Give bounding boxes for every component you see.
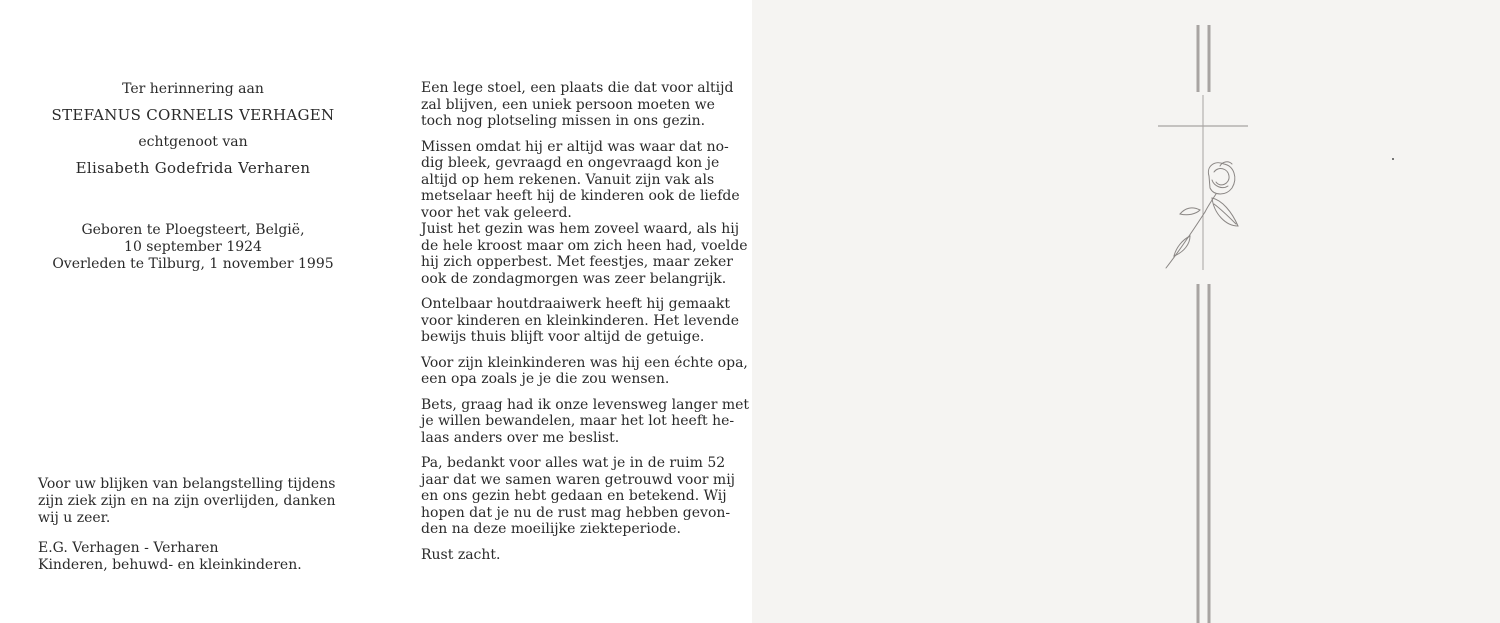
thanks-line: Voor uw blijken van belangstelling tijdens xyxy=(38,476,336,492)
text-line: bewijs thuis blijft voor altijd de getuige. xyxy=(421,329,705,345)
text-line: dig bleek, gevraagd en ongevraagd kon je xyxy=(421,155,720,171)
text-line: Juist het gezin was hem zoveel waard, als hij xyxy=(421,221,740,237)
text-line: een opa zoals je je die zou wensen. xyxy=(421,371,670,387)
text-line: voor kinderen en kleinkinderen. Het levende xyxy=(421,312,739,329)
text-line: de hele kroost maar om zich heen had, voelde xyxy=(421,237,748,254)
text-line: Missen omdat hij er altijd was waar dat no- xyxy=(421,138,729,155)
text-line: toch nog plotseling missen in ons gezin. xyxy=(421,113,706,129)
death-info: Overleden te Tilburg, 1 november 1995 xyxy=(52,256,334,272)
text-line: Ontelbaar houtdraaiwerk heeft hij gemaakt xyxy=(421,296,730,312)
text-line: jaar dat we samen waren getrouwd voor mij xyxy=(421,471,736,488)
birth-date: 10 september 1924 xyxy=(124,239,262,255)
text-line: laas anders over me beslist. xyxy=(421,429,620,446)
intro-text: Ter herinnering aan xyxy=(122,81,264,97)
text-line: metselaar heeft hij de kinderen ook de liefde xyxy=(421,188,740,204)
text-line: en ons gezin hebt gedaan en betekend. Wij xyxy=(421,488,727,504)
text-line: altijd op hem rekenen. Vanuit zijn vak als xyxy=(421,171,715,188)
closing-line: Rust zacht. xyxy=(421,546,501,563)
thanks-line: zijn ziek zijn en na zijn overlijden, danken xyxy=(38,493,336,509)
spouse-name: Elisabeth Godefrida Verharen xyxy=(75,159,311,177)
signature-line: Kinderen, behuwd- en kleinkinderen. xyxy=(38,557,302,573)
text-line: Voor zijn kleinkinderen was hij een échte opa, xyxy=(421,354,748,371)
thanks-line: wij u zeer. xyxy=(38,510,111,526)
text-line: hopen dat je nu de rust mag hebben gevon- xyxy=(421,504,731,521)
text-line: je willen bewandelen, maar het lot heeft he- xyxy=(421,413,735,429)
speck-mark xyxy=(1392,158,1394,160)
relation-text: echtgenoot van xyxy=(138,134,248,150)
signature-line: E.G. Verhagen - Verharen xyxy=(38,540,219,556)
text-line: ook de zondagmorgen was zeer belangrijk. xyxy=(421,270,727,287)
birth-place: Geboren te Ploegsteert, België, xyxy=(81,222,305,238)
text-line: hij zich opperbest. Met feestjes, maar zeker xyxy=(421,254,733,270)
text-line: voor het vak geleerd. xyxy=(421,204,572,221)
text-line: Bets, graag had ik onze levensweg langer met xyxy=(421,396,750,413)
text-line: Een lege stoel, een plaats die dat voor altijd xyxy=(421,80,734,96)
text-line: den na deze moeilijke ziekteperiode. xyxy=(421,521,681,537)
text-line: zal blijven, een uniek persoon moeten we xyxy=(421,96,715,113)
deceased-name: STEFANUS CORNELIS VERHAGEN xyxy=(51,106,335,124)
text-line: Pa, bedankt voor alles wat je in de ruim 52 xyxy=(421,455,726,471)
